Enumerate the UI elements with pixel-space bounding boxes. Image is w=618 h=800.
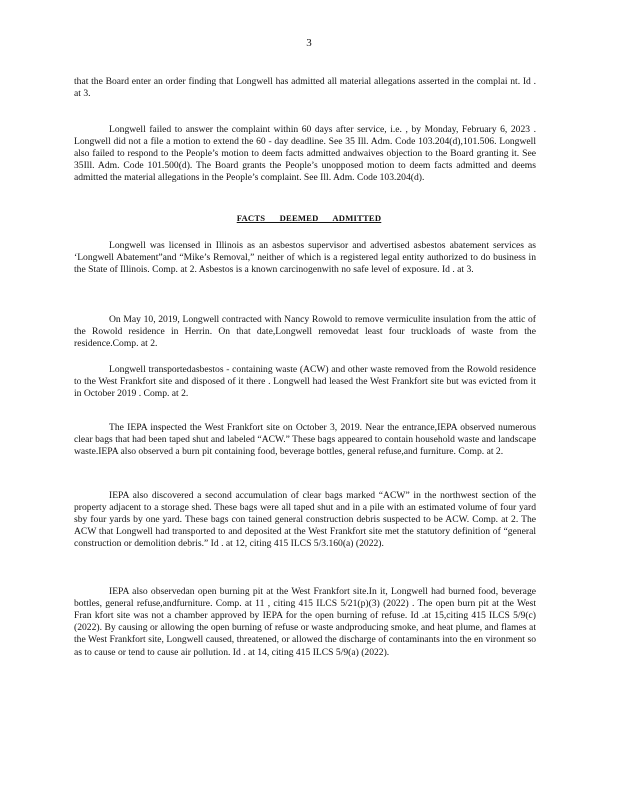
section-heading: FACTS DEEMED ADMITTED [236,213,382,223]
paragraph-5: Longwell transportedasbestos - containing waste (ACW) and other waste removed from the Rowold residence to the West Frankfort site and disposed of it there . Longwell had leased the West Frankfort site but was evicted from it in October 2019 . Comp. at 2. [74,363,536,399]
paragraph-1: that the Board enter an order finding that Longwell has admitted all material allegations asserted in the complai nt. Id . at 3. [74,75,536,99]
page-number: 3 [306,37,312,49]
paragraph-4: On May 10, 2019, Longwell contracted with Nancy Rowold to remove vermiculite insulation from the attic of the Rowold residence in Herrin. On that date,Longwell removedat least four truckloads of waste from the residence.Comp. at 2. [74,313,536,349]
paragraph-2: Longwell failed to answer the complaint within 60 days after service, i.e. , by Monday, February 6, 2023 . Longwell did not a file a motion to extend the 60 - day deadline. See 35 Ill. Adm. Code 103.204(d),101.506. Longwell also failed to respond to the People’s motion to deem facts admitted andwaives objection to the Board granting it. See 35Ill. Adm. Code 101.500(d). The Board grants the People’s unopposed motion to deem facts admitted and deems admitted the material allegations in the People’s complaint. See Ill. Adm. Code 103.204(d). [74,123,536,184]
paragraph-3: Longwell was licensed in Illinois as an asbestos supervisor and advertised asbestos abatement services as ‘Longwell Abatement”and “Mike’s Removal,” neither of which is a registered legal entity authorized to do business in the State of Illinois. Comp. at 2. Asbestos is a known carcinogenwith no safe level of exposure. Id . at 3. [74,239,536,275]
paragraph-8: IEPA also observedan open burning pit at the West Frankfort site.In it, Longwell had burned food, beverage bottles, general refuse,andfurniture. Comp. at 11 , citing 415 ILCS 5/21(p)(3) (2022) . The open burn pit at the West Fran kfort site was not a chamber approved by IEPA for the open burning of refuse. Id .at 15,citing 415 ILCS 5/9(c) (2022). By causing or allowing the open burning of refuse or waste andproducing smoke, and heat plume, and flames at the West Frankfort site, Longwell caused, threatened, or allowed the discharge of contaminants into the en vironment so as to cause or tend to cause air pollution. Id . at 14, citing 415 ILCS 5/9(a) (2022). [74,585,536,658]
paragraph-6: The IEPA inspected the West Frankfort site on October 3, 2019. Near the entrance,IEPA observed numerous clear bags that had been taped shut and labeled “ACW.” These bags appeared to contain household waste and landscape waste.IEPA also observed a burn pit containing food, beverage bottles, general refuse,and furniture. Comp. at 2. [74,421,536,457]
paragraph-7: IEPA also discovered a second accumulation of clear bags marked “ACW” in the northwest section of the property adjacent to a storage shed. These bags were all taped shut and in a pile with an estimated volume of four yard sby four yards by one yard. These bags con tained general construction debris suspected to be ACW. Comp. at 2. The ACW that Longwell had transported to and deposited at the West Frankfort site met the statutory definition of “general construction or demolition debris.” Id . at 12, citing 415 ILCS 5/3.160(a) (2022). [74,489,536,550]
